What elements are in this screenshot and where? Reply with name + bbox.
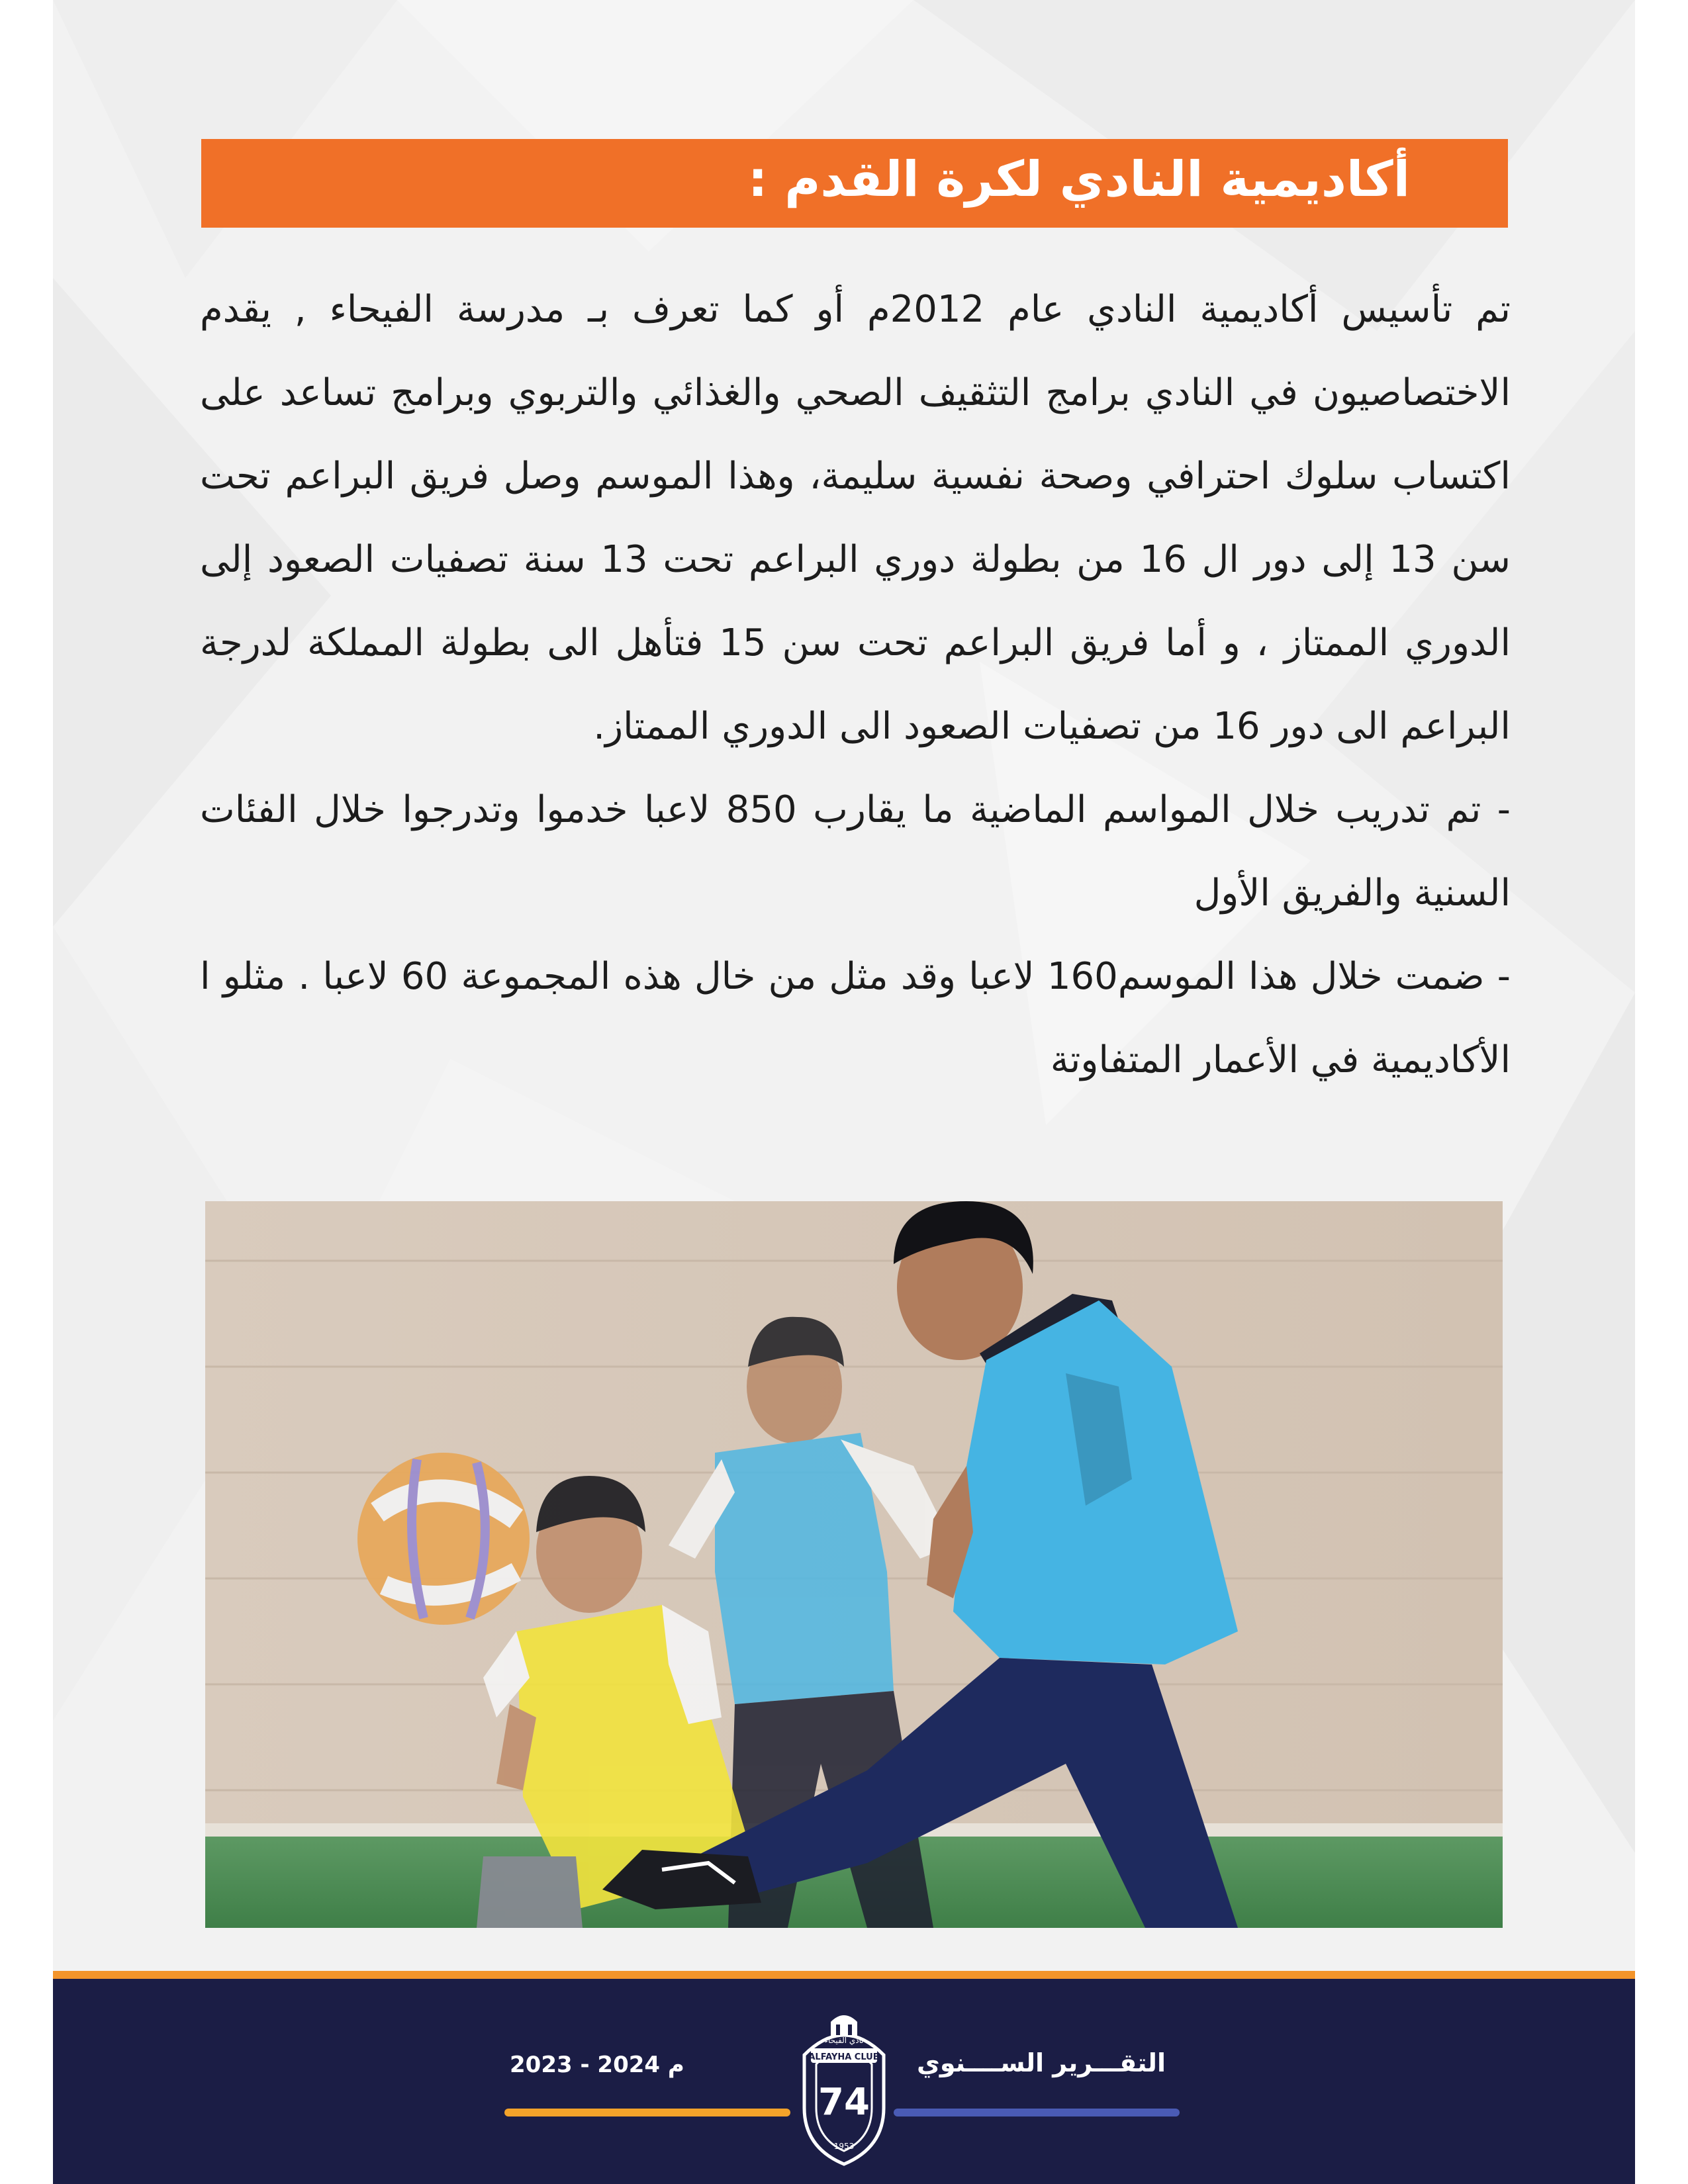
footer-year-range: 2023 - 2024 م <box>510 2052 684 2078</box>
footer-report-title: التقـــرير الســــنوي <box>917 2048 1166 2077</box>
photo-illustration <box>205 1201 1503 1928</box>
logo-english-name: ALFAYHA CLUB <box>808 2052 880 2062</box>
logo-arabic-name: نادي الفيحاء <box>824 2036 864 2045</box>
footer-accent-line <box>53 1971 1635 1979</box>
footer-underline-blue <box>894 2109 1180 2116</box>
paragraph-founding: تم تأسيس أكاديمية النادي عام 2012م أو كما تعرف بـ مدرسة الفيحاء , يقدم الاختصاصيون في النادي برامج التثقيف الصحي والغذائي والتربوي وبرامج تساعد على اكتساب سلوك احترافي وصحة نفسية سليمة، وهذا الموسم وصل فريق البراعم تحت سن 13 إلى دور ال 16 من بطولة دوري البراعم تحت 13 سنة تصفيات الصعود إلى الدوري الممتاز ، و أما فريق البراعم تحت سن 15 فتأهل الى بطولة المملكة لدرجة البراعم الى دور 16 من تصفيات الصعود الى الدوري الممتاز. <box>200 288 1511 748</box>
section-title-bar <box>201 139 1508 228</box>
club-logo-icon <box>791 2009 897 2167</box>
logo-number: 74 <box>818 2081 870 2124</box>
youth-football-training-photo <box>205 1201 1503 1928</box>
report-page <box>53 0 1635 2184</box>
footer-underline-orange <box>504 2109 790 2116</box>
paragraph-season-players: - ضمت خلال هذا الموسم160 لاعبا وقد مثل من خال هذه المجموعة 60 لاعبا . مثلو ا الأكاديمية في الأعمار المتفاوتة <box>200 955 1511 1081</box>
footer <box>53 1979 1635 2184</box>
body-text <box>200 268 1511 1102</box>
paragraph-trained-players: - تم تدريب خلال المواسم الماضية ما يقارب 850 لاعبا خدموا وتدرجوا خلال الفئات السنية والفريق الأول <box>200 788 1511 915</box>
section-title: أكاديمية النادي لكرة القدم : <box>747 151 1410 208</box>
logo-founded-year: 1953 <box>833 2142 855 2151</box>
